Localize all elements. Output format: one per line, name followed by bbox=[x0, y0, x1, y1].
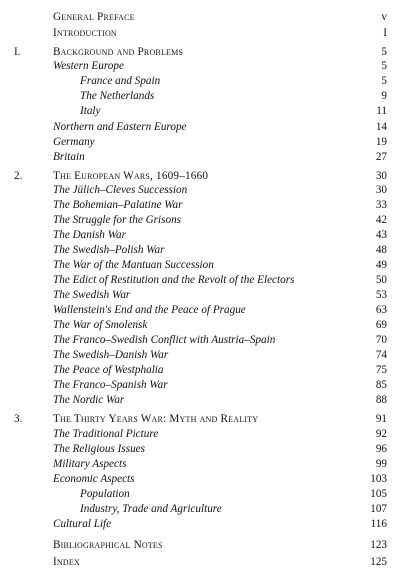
page-number: 99 bbox=[375, 458, 387, 470]
toc-entry bbox=[0, 89, 418, 103]
entry-title: Background and Problems bbox=[53, 46, 184, 58]
entry-title: Population bbox=[80, 488, 130, 500]
toc-entry bbox=[0, 228, 418, 242]
entry-title: The Struggle for the Grisons bbox=[53, 214, 182, 226]
toc-entry bbox=[0, 555, 418, 569]
page-number: 30 bbox=[375, 170, 387, 182]
toc-entry bbox=[0, 243, 418, 257]
toc-entry bbox=[0, 412, 418, 426]
entry-title: The Danish War bbox=[53, 229, 126, 241]
entry-title: The Jülich–Cleves Succession bbox=[53, 184, 188, 196]
entry-title: The War of the Mantuan Succession bbox=[53, 259, 214, 271]
toc-entry bbox=[0, 348, 418, 362]
toc-entry bbox=[0, 59, 418, 73]
page-number: 9 bbox=[381, 90, 387, 102]
toc-entry bbox=[0, 258, 418, 272]
page-number: 43 bbox=[375, 229, 387, 241]
toc-entry bbox=[0, 288, 418, 302]
toc-entry bbox=[0, 427, 418, 441]
entry-title: Cultural Life bbox=[53, 518, 112, 530]
page-number: 63 bbox=[375, 304, 387, 316]
page-number: 125 bbox=[370, 556, 387, 568]
page-number: I bbox=[383, 27, 387, 39]
entry-title: Germany bbox=[53, 136, 95, 148]
toc-entry bbox=[0, 104, 418, 118]
page-number: 19 bbox=[375, 136, 387, 148]
entry-title: France and Spain bbox=[80, 75, 161, 87]
entry-title: General Preface bbox=[53, 11, 135, 23]
entry-title: The Bohemian–Palatine War bbox=[53, 199, 183, 211]
page-number: 107 bbox=[370, 503, 387, 515]
toc-entry bbox=[0, 517, 418, 531]
page-number: 27 bbox=[375, 151, 387, 163]
toc-entry bbox=[0, 442, 418, 456]
chapter-number: I. bbox=[14, 46, 21, 58]
chapter-number: 3. bbox=[14, 413, 23, 425]
toc-entry bbox=[0, 378, 418, 392]
page-number: 85 bbox=[375, 379, 387, 391]
page-number: 96 bbox=[375, 443, 387, 455]
toc-entry bbox=[0, 457, 418, 471]
page-number: 91 bbox=[375, 413, 387, 425]
toc-entry bbox=[0, 213, 418, 227]
page-number: v bbox=[381, 11, 387, 23]
entry-title: Industry, Trade and Agriculture bbox=[80, 503, 222, 515]
page-number: 123 bbox=[370, 539, 387, 551]
page-number: 49 bbox=[375, 259, 387, 271]
entry-title: Italy bbox=[80, 105, 101, 117]
toc-entry bbox=[0, 393, 418, 407]
page-number: 30 bbox=[375, 184, 387, 196]
page-number: 5 bbox=[381, 46, 387, 58]
toc-entry bbox=[0, 318, 418, 332]
toc-entry bbox=[0, 120, 418, 134]
entry-title: Western Europe bbox=[53, 60, 124, 72]
toc-entry bbox=[0, 10, 418, 24]
page-number: 53 bbox=[375, 289, 387, 301]
page-number: 50 bbox=[375, 274, 387, 286]
entry-title: Index bbox=[53, 556, 80, 568]
toc-entry bbox=[0, 487, 418, 501]
toc-entry bbox=[0, 198, 418, 212]
toc-entry bbox=[0, 333, 418, 347]
chapter-number: 2. bbox=[14, 170, 23, 182]
page-number: 5 bbox=[381, 75, 387, 87]
page-number: 88 bbox=[375, 394, 387, 406]
entry-title: Military Aspects bbox=[53, 458, 127, 470]
page-number: 14 bbox=[375, 121, 387, 133]
page-number: 5 bbox=[381, 60, 387, 72]
toc-entry bbox=[0, 169, 418, 183]
page-number: 11 bbox=[376, 105, 387, 117]
entry-title: The Thirty Years War: Myth and Reality bbox=[53, 413, 259, 425]
entry-title: The Swedish–Danish War bbox=[53, 349, 169, 361]
entry-title: Bibliographical Notes bbox=[53, 539, 163, 551]
entry-title: Economic Aspects bbox=[53, 473, 135, 485]
entry-title: Britain bbox=[53, 151, 85, 163]
entry-title: The Swedish–Polish War bbox=[53, 244, 165, 256]
page-number: 116 bbox=[370, 518, 387, 530]
toc-entry bbox=[0, 135, 418, 149]
entry-title: Wallenstein's End and the Peace of Prague bbox=[53, 304, 246, 316]
toc-entry bbox=[0, 26, 418, 40]
entry-title: The Religious Issues bbox=[53, 443, 145, 455]
entry-title: The Netherlands bbox=[80, 90, 155, 102]
page-number: 48 bbox=[375, 244, 387, 256]
page-number: 103 bbox=[370, 473, 387, 485]
entry-title: The Edict of Restitution and the Revolt of the Electors bbox=[53, 274, 295, 286]
entry-title: The Franco–Spanish War bbox=[53, 379, 168, 391]
entry-title: The European Wars, 1609–1660 bbox=[53, 170, 209, 182]
toc-entry bbox=[0, 502, 418, 516]
entry-title: The Peace of Westphalia bbox=[53, 364, 164, 376]
entry-title: The Franco–Swedish Conflict with Austria–Spain bbox=[53, 334, 276, 346]
entry-title: Introduction bbox=[53, 27, 117, 39]
toc-entry bbox=[0, 74, 418, 88]
page-number: 74 bbox=[375, 349, 387, 361]
entry-title: The Traditional Picture bbox=[53, 428, 159, 440]
toc-entry bbox=[0, 45, 418, 59]
page-number: 70 bbox=[375, 334, 387, 346]
page-number: 69 bbox=[375, 319, 387, 331]
toc-entry bbox=[0, 150, 418, 164]
toc-entry bbox=[0, 363, 418, 377]
entry-title: Northern and Eastern Europe bbox=[53, 121, 187, 133]
toc-entry bbox=[0, 538, 418, 552]
page-number: 92 bbox=[375, 428, 387, 440]
entry-title: The Nordic War bbox=[53, 394, 125, 406]
page-number: 33 bbox=[375, 199, 387, 211]
page-number: 75 bbox=[375, 364, 387, 376]
toc-entry bbox=[0, 303, 418, 317]
toc-entry bbox=[0, 183, 418, 197]
page-number: 42 bbox=[375, 214, 387, 226]
entry-title: The War of Smolensk bbox=[53, 319, 148, 331]
entry-title: The Swedish War bbox=[53, 289, 131, 301]
page-number: 105 bbox=[370, 488, 387, 500]
toc-entry bbox=[0, 273, 418, 287]
toc-entry bbox=[0, 472, 418, 486]
